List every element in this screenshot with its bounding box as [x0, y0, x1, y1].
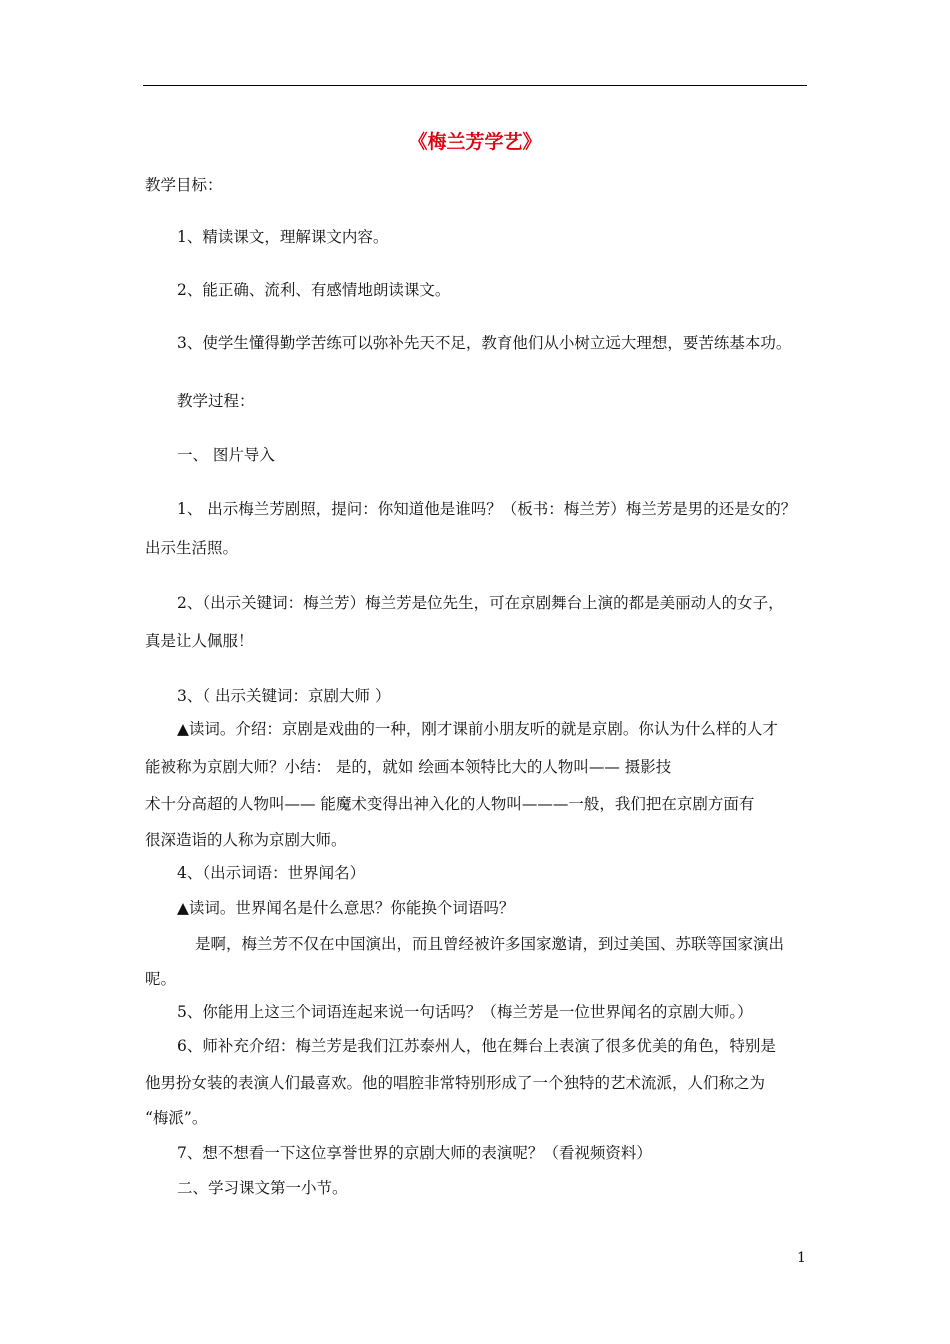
paragraph-line: 2、（出示关键词：梅兰芳）梅兰芳是位先生，可在京剧舞台上演的都是美丽动人的女子， [177, 594, 784, 612]
paragraph-line: “梅派”。 [145, 1109, 208, 1127]
paragraph-line: 6、师补充介绍：梅兰芳是我们江苏泰州人，他在舞台上表演了很多优美的角色，特别是 [177, 1037, 776, 1055]
paragraph-line: 7、想不想看一下这位享誉世界的京剧大师的表演呢？（看视频资料） [177, 1144, 652, 1162]
paragraph-line: 出示生活照。 [145, 539, 239, 557]
section-heading-process: 教学过程： [177, 392, 255, 410]
goal-item-2: 2、能正确、流利、有感情地朗读课文。 [177, 281, 451, 299]
paragraph-line: 呢。 [145, 970, 177, 988]
paragraph-line: 他男扮女装的表演人们最喜欢。他的唱腔非常特别形成了一个独特的艺术流派，人们称之为 [145, 1074, 766, 1092]
step-heading-1: 一、 图片导入 [177, 446, 275, 464]
paragraph-line: 4、（出示词语：世界闻名） [177, 864, 366, 882]
paragraph-line: 1、 出示梅兰芳剧照，提问：你知道他是谁吗？（板书：梅兰芳）梅兰芳是男的还是女的？ [177, 500, 797, 518]
section-heading-2: 二、学习课文第一小节。 [177, 1179, 348, 1197]
paragraph-line: 真是让人佩服！ [145, 632, 254, 650]
paragraph-line: ▲读词。世界闻名是什么意思？你能换个词语吗？ [177, 899, 515, 917]
page-number: 1 [797, 1250, 806, 1266]
paragraph-line: 能被称为京剧大师？小结： 是的，就如 绘画本领特比大的人物叫—— 摄影技 [145, 758, 672, 776]
paragraph-line: 很深造诣的人称为京剧大师。 [145, 831, 347, 849]
paragraph-line: 术十分高超的人物叫—— 能魔术变得出神入化的人物叫———一般，我们把在京剧方面有 [145, 795, 755, 813]
section-heading-goals: 教学目标： [145, 176, 223, 194]
goal-item-3: 3、使学生懂得勤学苦练可以弥补先天不足，教育他们从小树立远大理想，要苦练基本功。 [177, 334, 792, 352]
document-title: 《梅兰芳学艺》 [408, 131, 542, 153]
paragraph-line: ▲读词。介绍：京剧是戏曲的一种，刚才课前小朋友听的就是京剧。你认为什么样的人才 [177, 720, 778, 738]
paragraph-line: 是啊，梅兰芳不仅在中国演出，而且曾经被许多国家邀请，到过美国、苏联等国家演出 [195, 935, 785, 953]
paragraph-line: 3、（ 出示关键词：京剧大师 ） [177, 687, 391, 705]
header-rule [143, 85, 807, 86]
goal-item-1: 1、精读课文，理解课文内容。 [177, 228, 389, 246]
paragraph-line: 5、你能用上这三个词语连起来说一句话吗？（梅兰芳是一位世界闻名的京剧大师。） [177, 1003, 753, 1021]
